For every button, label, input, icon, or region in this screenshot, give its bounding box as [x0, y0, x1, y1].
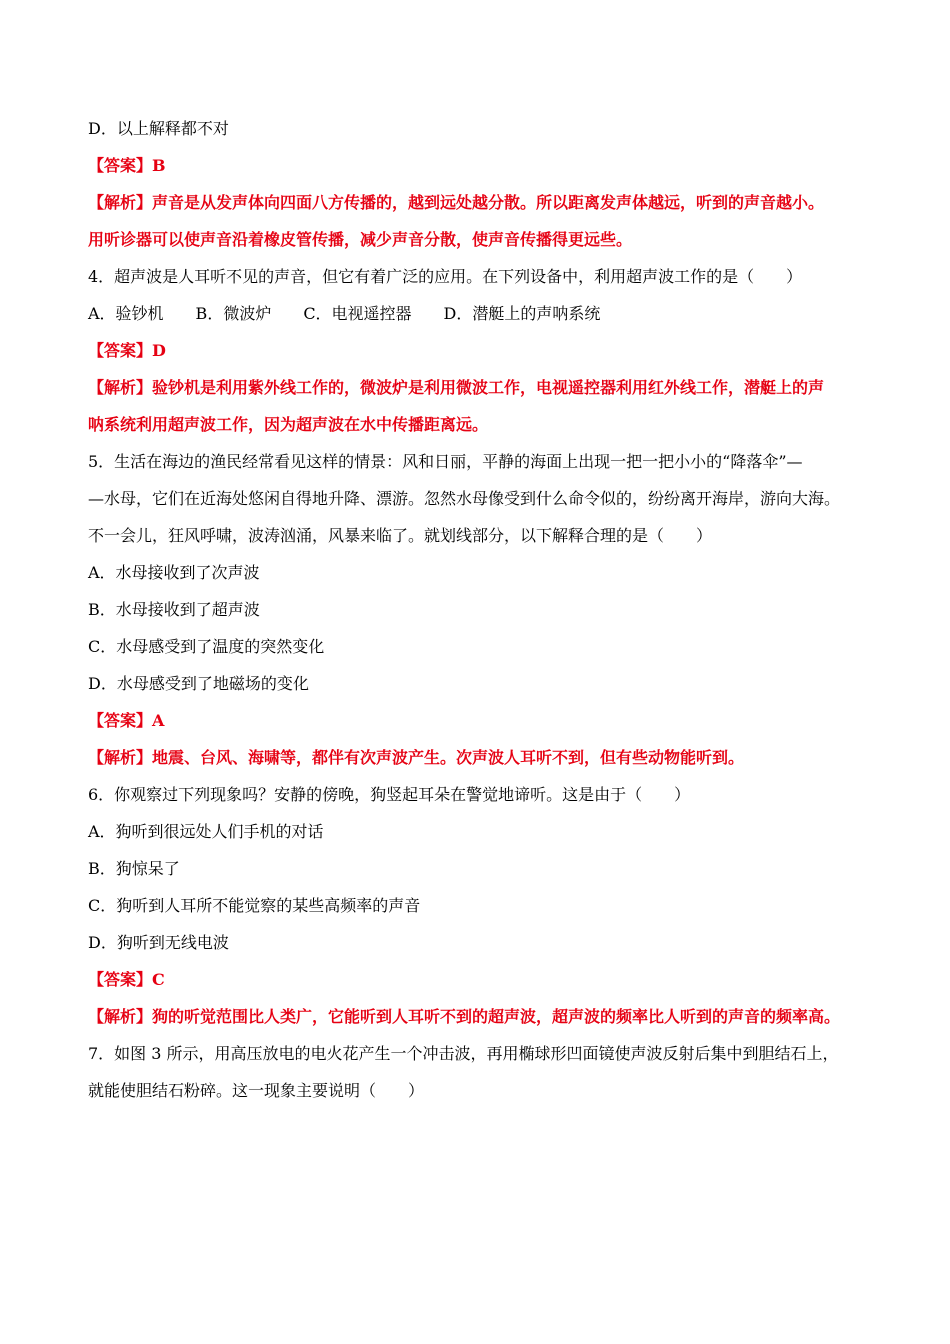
q4-analysis-line-2: 呐系统利用超声波工作，因为超声波在水中传播距离远。 — [88, 415, 489, 434]
q4-options: A．验钞机 B．微波炉 C．电视遥控器 D．潜艇上的声呐系统 — [88, 304, 601, 323]
q3-answer: 【答案】B — [88, 156, 166, 175]
q5-stem-line-2: —水母，它们在近海处悠闲自得地升降、漂游。忽然水母像受到什么命令似的，纷纷离开海岸，游向大海。 — [88, 489, 841, 508]
q6-option-d: D．狗听到无线电波 — [88, 933, 229, 952]
q3-analysis-line-2: 用听诊器可以使声音沿着橡皮管传播，减少声音分散，使声音传播得更远些。 — [88, 230, 633, 249]
q5-option-d: D．水母感受到了地磁场的变化 — [88, 674, 309, 693]
q6-option-a: A．狗听到很远处人们手机的对话 — [88, 822, 324, 841]
q7-stem-line-1: 7．如图 3 所示，用高压放电的电火花产生一个冲击波，再用椭球形凹面镜使声波反射后集中到胆结石上， — [88, 1044, 839, 1063]
q5-option-b: B．水母接收到了超声波 — [88, 600, 260, 619]
q4-analysis-line-1: 【解析】验钞机是利用紫外线工作的，微波炉是利用微波工作，电视遥控器利用红外线工作，潜艇上的声 — [88, 378, 825, 397]
q5-analysis: 【解析】地震、台风、海啸等，都伴有次声波产生。次声波人耳听不到，但有些动物能听到。 — [88, 748, 745, 767]
q4-stem: 4．超声波是人耳听不见的声音，但它有着广泛的应用。在下列设备中，利用超声波工作的是（ ） — [88, 267, 803, 286]
q5-option-c: C．水母感受到了温度的突然变化 — [88, 637, 325, 656]
q4-answer: 【答案】D — [88, 341, 166, 360]
q5-stem-line-1: 5．生活在海边的渔民经常看见这样的情景：风和日丽，平静的海面上出现一把一把小小的“降落伞”— — [88, 452, 803, 471]
q6-stem: 6．你观察过下列现象吗？安静的傍晚，狗竖起耳朵在警觉地谛听。这是由于（ ） — [88, 785, 691, 804]
q6-option-c: C．狗听到人耳所不能觉察的某些高频率的声音 — [88, 896, 421, 915]
q6-answer: 【答案】C — [88, 970, 165, 989]
q7-stem-line-2: 就能使胆结石粉碎。这一现象主要说明（ ） — [88, 1081, 425, 1100]
q5-stem-line-3: 不一会儿，狂风呼啸，波涛汹涌，风暴来临了。就划线部分，以下解释合理的是（ ） — [88, 526, 713, 545]
q5-answer: 【答案】A — [88, 711, 165, 730]
q3-analysis-line-1: 【解析】声音是从发声体向四面八方传播的，越到远处越分散。所以距离发声体越远，听到的声音越小。 — [88, 193, 825, 212]
q6-option-b: B．狗惊呆了 — [88, 859, 180, 878]
q6-analysis: 【解析】狗的听觉范围比人类广，它能听到人耳听不到的超声波，超声波的频率比人听到的声音的频率高。 — [88, 1007, 841, 1026]
q5-option-a: A．水母接收到了次声波 — [88, 563, 260, 582]
q3-option-d: D．以上解释都不对 — [88, 119, 229, 138]
